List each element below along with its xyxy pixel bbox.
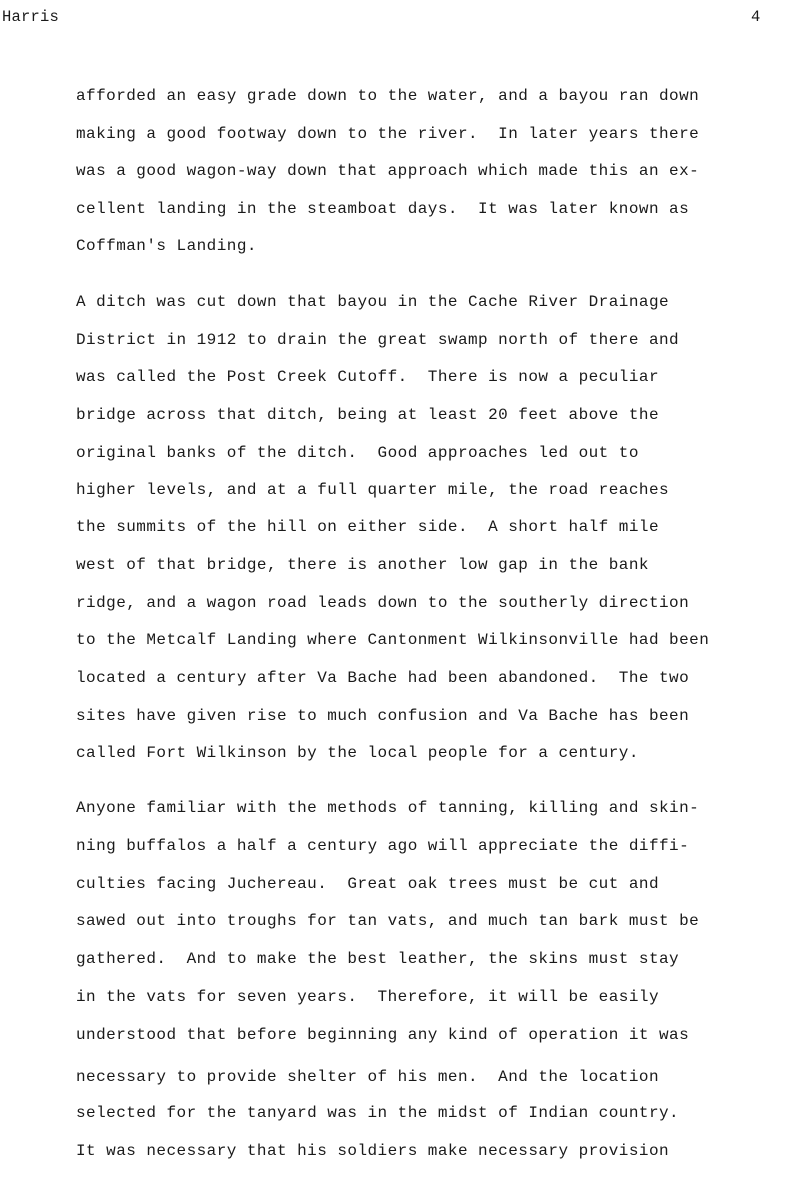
text-line: culties facing Juchereau. Great oak trees must be cut and: [76, 875, 659, 893]
text-line: west of that bridge, there is another low gap in the bank: [76, 556, 649, 574]
text-line: bridge across that ditch, being at least 20 feet above the: [76, 406, 659, 424]
text-line: ning buffalos a half a century ago will appreciate the diffi-: [76, 837, 690, 855]
text-line: making a good footway down to the river. In later years there: [76, 125, 700, 143]
text-line: in the vats for seven years. Therefore, it will be easily: [76, 988, 659, 1006]
text-line: to the Metcalf Landing where Cantonment Wilkinsonville had been: [76, 631, 710, 649]
text-line: Anyone familiar with the methods of tanning, killing and skin-: [76, 799, 700, 817]
text-line: higher levels, and at a full quarter mile, the road reaches: [76, 481, 670, 499]
text-line: Coffman's Landing.: [76, 237, 257, 255]
text-line: understood that before beginning any kind of operation it was: [76, 1026, 690, 1044]
text-line: original banks of the ditch. Good approaches led out to: [76, 444, 639, 462]
header-author: Harris: [2, 8, 60, 26]
header-page-number: 4: [751, 8, 761, 26]
text-line: was called the Post Creek Cutoff. There is now a peculiar: [76, 368, 659, 386]
text-line: It was necessary that his soldiers make necessary provision: [76, 1142, 670, 1160]
text-line: located a century after Va Bache had been abandoned. The two: [76, 669, 690, 687]
text-line: sawed out into troughs for tan vats, and much tan bark must be: [76, 912, 700, 930]
text-line: District in 1912 to drain the great swamp north of there and: [76, 331, 680, 349]
text-line: cellent landing in the steamboat days. It was later known as: [76, 200, 690, 218]
text-line: gathered. And to make the best leather, the skins must stay: [76, 950, 680, 968]
text-line: afforded an easy grade down to the water, and a bayou ran down: [76, 87, 700, 105]
text-line: necessary to provide shelter of his men. And the location: [76, 1068, 659, 1086]
text-line: the summits of the hill on either side. A short half mile: [76, 518, 659, 536]
text-line: was a good wagon-way down that approach which made this an ex-: [76, 162, 700, 180]
text-line: selected for the tanyard was in the midst of Indian country.: [76, 1104, 680, 1122]
text-line: ridge, and a wagon road leads down to the southerly direction: [76, 594, 690, 612]
text-line: sites have given rise to much confusion and Va Bache has been: [76, 707, 690, 725]
text-line: called Fort Wilkinson by the local people for a century.: [76, 744, 639, 762]
text-line: A ditch was cut down that bayou in the Cache River Drainage: [76, 293, 670, 311]
